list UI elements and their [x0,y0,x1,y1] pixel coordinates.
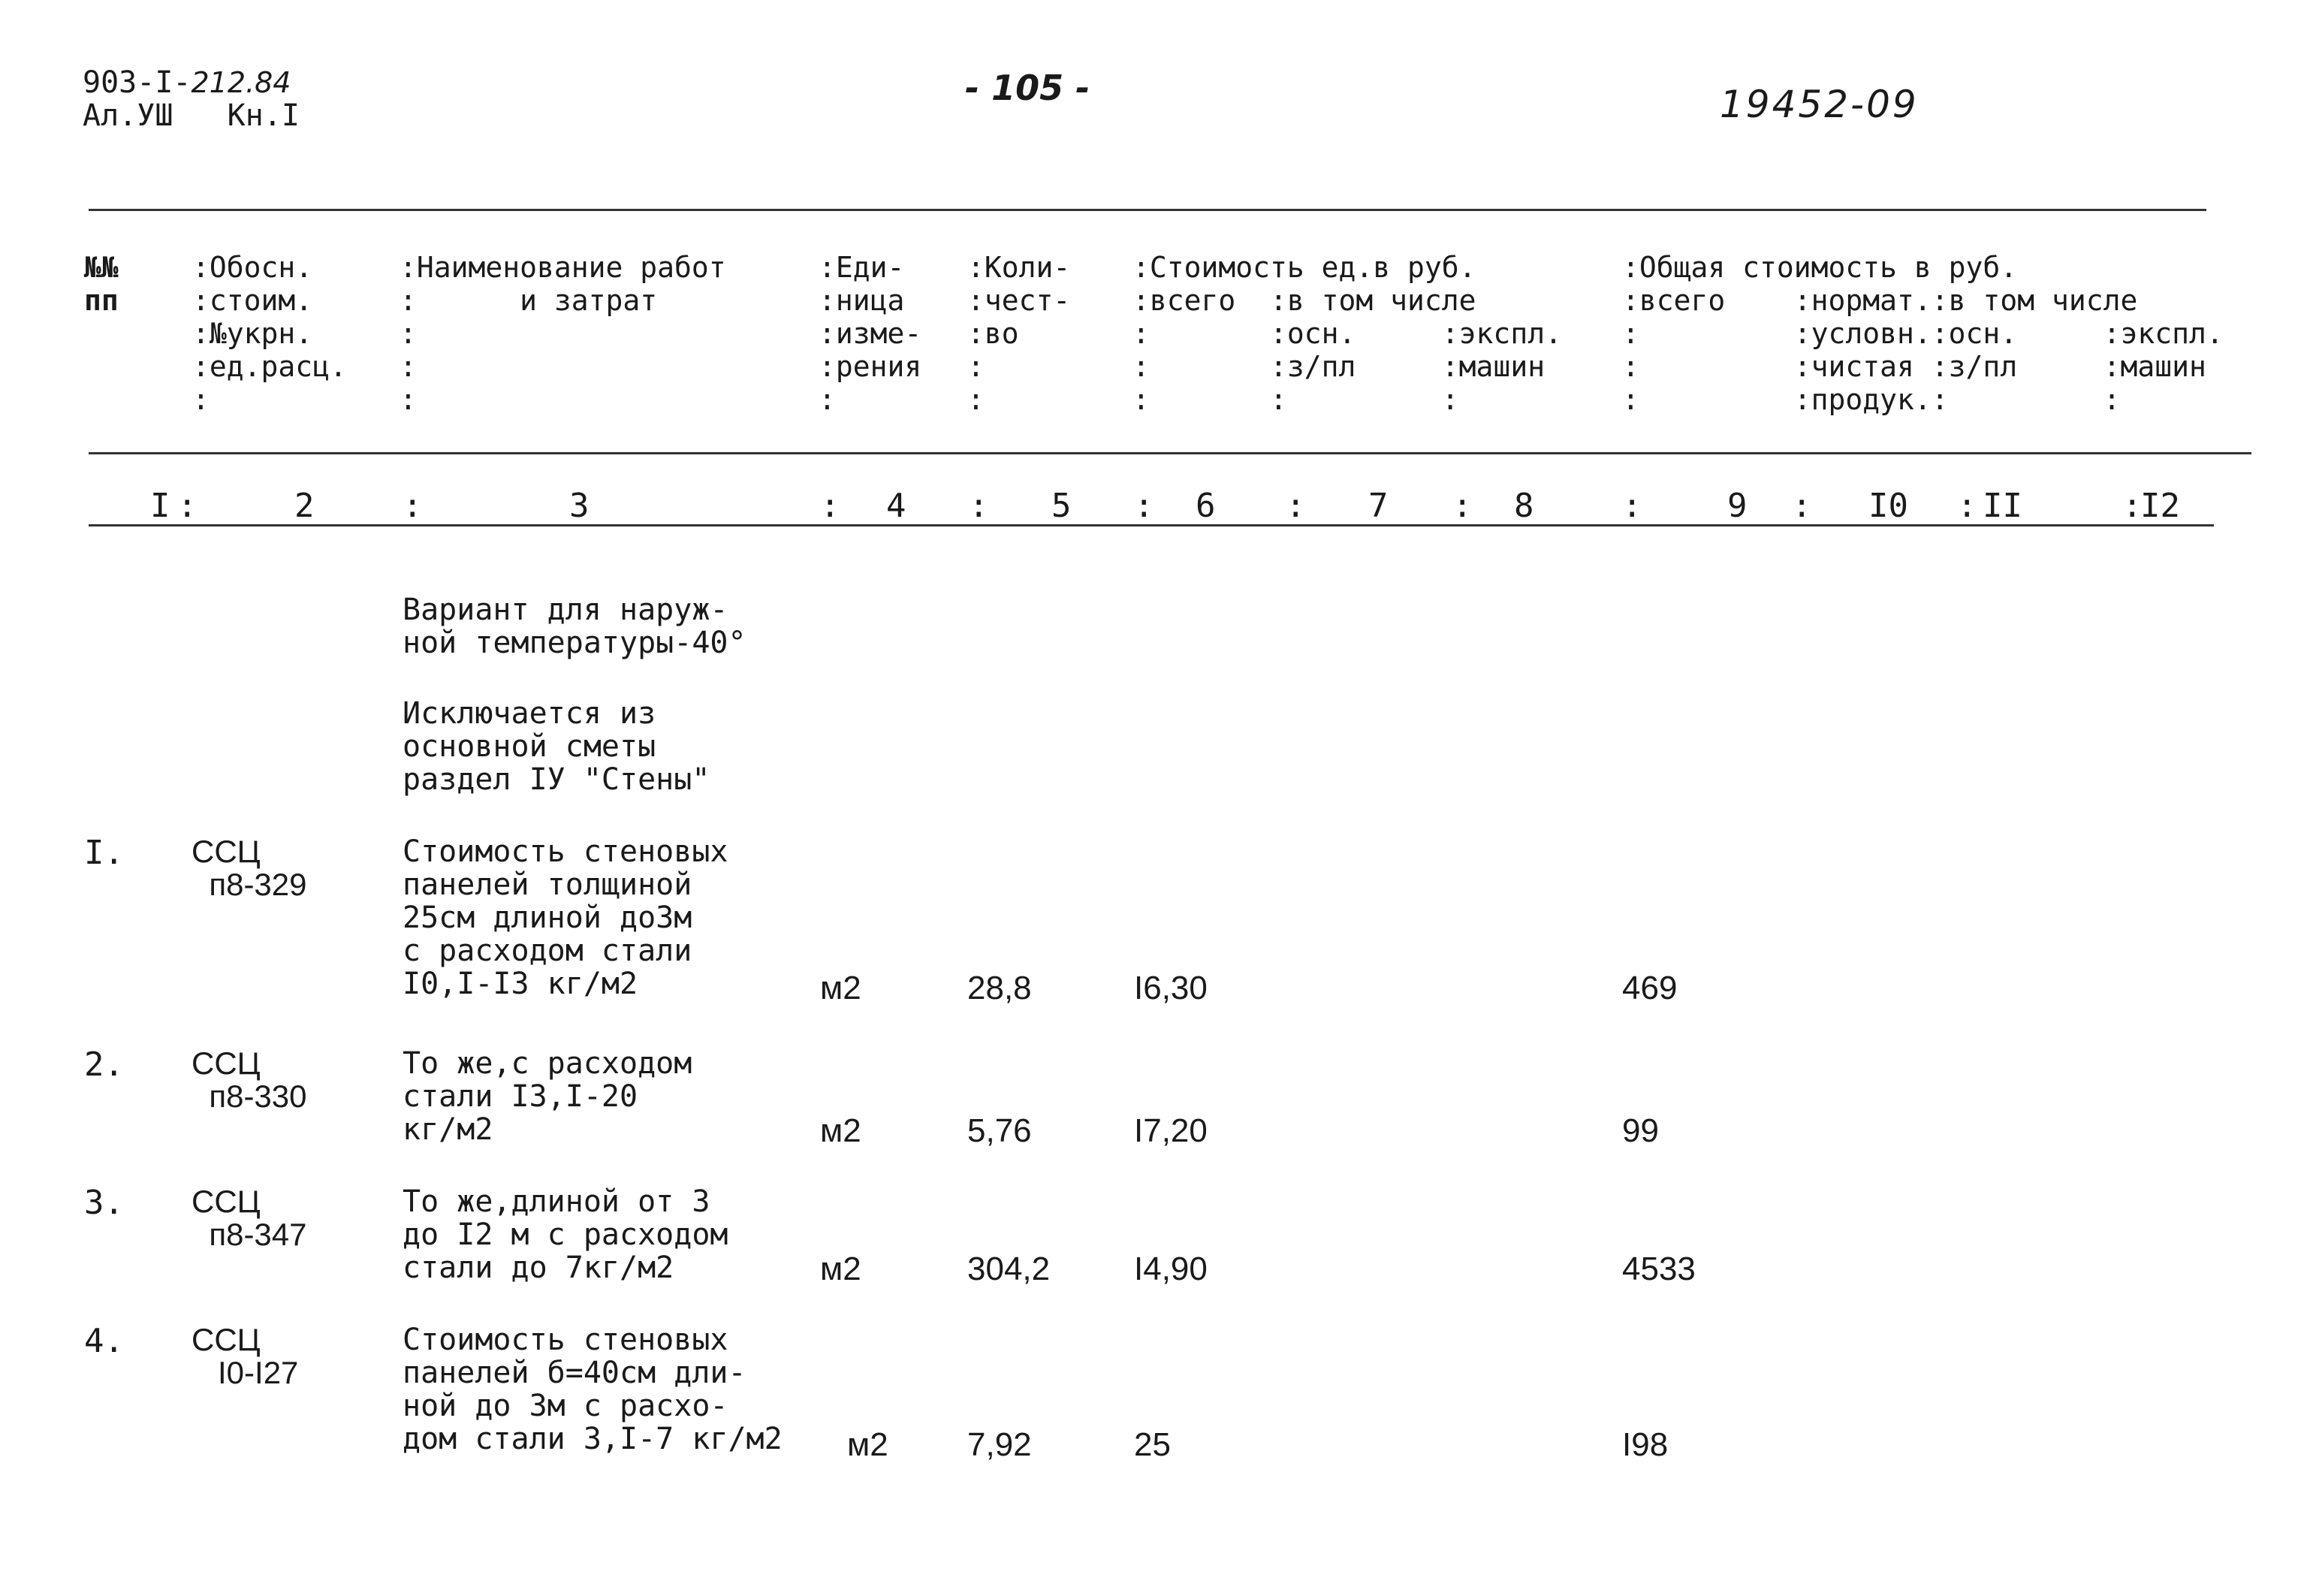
row-name: То же,длиной от 3 до I2 м с расходом стали до 7кг/м2 [403,1184,728,1285]
col-separator: : [177,487,198,525]
row-unit-price: I4,90 [1134,1251,1208,1287]
row-unit: м2 [820,1112,861,1149]
row-unit-price: 25 [1134,1426,1171,1463]
row-code: ССЦ п8-330 [191,1045,307,1114]
header-col-justification: :Обосн. :стоим. :№укрн. :ед.расц. : [192,251,347,416]
header-col-number: №№ пп [84,251,119,317]
header-col-total-cost: :Общая стоимость в руб. :всего :нормат.:в том числе : :условн.:осн. :экспл. : :чистая :з/пл :машин : :продук.: : [1622,251,2224,416]
table-top-rule [89,209,2206,211]
exclusion-note: Исключается из основной сметы раздел IУ "Стены" [403,696,710,797]
row-quantity: 7,92 [967,1426,1032,1463]
col-number-2: 2 [294,487,315,525]
variant-note: Вариант для наруж- ной температуры-40° [403,593,746,660]
album-book-label: Ал.УШ Кн.I [83,98,300,133]
col-number-5: 5 [1051,487,1072,525]
row-number: I. [84,834,124,872]
row-number: 4. [84,1322,124,1360]
col-separator: : [1957,487,1977,525]
col-number-12: I2 [2140,487,2180,525]
col-separator: : [2122,487,2143,525]
doc-code [83,66,291,99]
header-bottom-rule [89,452,2251,454]
doc-code-handwritten: 212.84 [191,66,291,99]
row-total: 469 [1622,970,1678,1006]
row-quantity: 304,2 [967,1251,1051,1287]
col-separator: : [1286,487,1306,525]
row-total: 99 [1622,1112,1659,1149]
col-number-10: I0 [1868,487,1908,525]
row-code: ССЦ п8-329 [191,834,307,902]
row-quantity: 28,8 [967,970,1032,1006]
row-unit-price: I6,30 [1134,970,1208,1006]
col-number-8: 8 [1514,487,1534,525]
col-separator: : [1134,487,1154,525]
col-number-11: II [1983,487,2022,525]
row-number: 2. [84,1045,124,1084]
col-separator: : [1452,487,1473,525]
row-name: То же,с расходом стали I3,I-20 кг/м2 [403,1046,692,1147]
col-number-9: 9 [1727,487,1748,525]
col-number-1: I [150,487,170,525]
col-number-4: 4 [886,487,906,525]
row-number: 3. [84,1184,124,1222]
header-col-unit: :Еди- :ница :изме- :рения : [819,251,922,416]
doc-code-typed: 903-I- [83,65,191,100]
document-stamp-number: 19452-09 [1720,83,1919,126]
page-number: - 105 - [965,68,1090,108]
col-number-6: 6 [1196,487,1216,525]
row-unit: м2 [820,1251,861,1287]
col-separator: : [1792,487,1812,525]
col-separator: : [820,487,840,525]
row-code: ССЦ п8-347 [191,1184,307,1252]
row-unit: м2 [820,970,861,1006]
col-number-3: 3 [569,487,590,525]
row-unit: м2 [847,1426,888,1463]
row-total: I98 [1622,1426,1669,1463]
row-unit-price: I7,20 [1134,1112,1208,1149]
row-code: ССЦ I0-I27 [191,1322,299,1390]
row-name: Стоимость стеновых панелей толщиной 25см длиной до3м с расходом стали I0,I-I3 кг/м2 [403,834,728,1001]
col-separator: : [969,487,989,525]
row-quantity: 5,76 [967,1112,1032,1149]
col-separator: : [403,487,423,525]
col-separator: : [1622,487,1642,525]
row-total: 4533 [1622,1251,1696,1287]
header-col-quantity: :Коли- :чест- :во : : [967,251,1071,416]
column-number-underline [89,524,2214,526]
header-col-work-name: :Наименование работ : и затрат : : : [400,251,726,416]
col-number-7: 7 [1368,487,1389,525]
row-name: Стоимость стеновых панелей б=40см дли- ной до 3м с расхо- дом стали 3,I-7 кг/м2 [403,1323,783,1456]
header-col-unit-cost: :Стоимость ед.в руб. :всего :в том числе : :осн. :экспл. : :з/пл :машин : : : [1132,251,1562,416]
